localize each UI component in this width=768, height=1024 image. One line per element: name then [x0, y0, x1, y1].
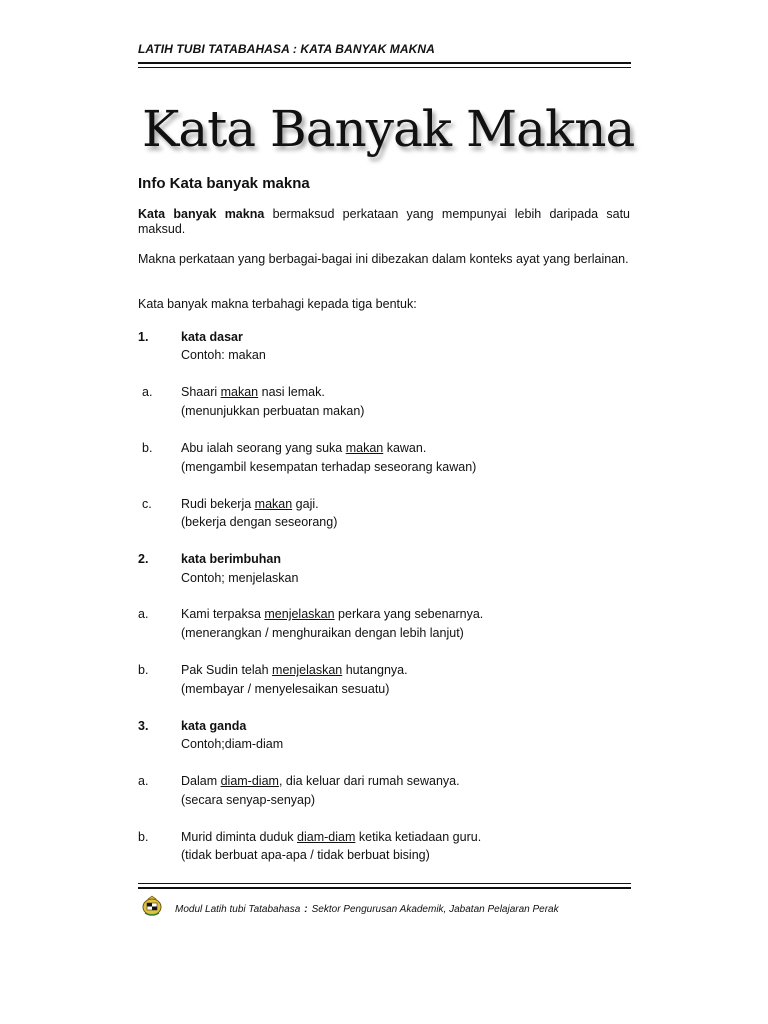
item-letter: b.	[138, 830, 149, 844]
definition-term: Kata banyak makna	[138, 207, 265, 221]
footer-rule-thick	[138, 887, 631, 889]
header-rule-thick	[138, 62, 631, 64]
page-header: LATIH TUBI TATABAHASA : KATA BANYAK MAKNA	[138, 42, 435, 56]
section-example: Contoh: makan	[181, 348, 266, 362]
page-title: Kata Banyak Makna	[142, 100, 635, 158]
section-number: 1.	[138, 330, 149, 344]
item-letter: b.	[138, 663, 149, 677]
highlighted-word: menjelaskan	[272, 663, 343, 677]
example-meaning: (menerangkan / menghuraikan dengan lebih lanjut)	[181, 626, 464, 640]
section-number: 2.	[138, 552, 149, 566]
footer-text: Modul Latih tubi Tatabahasa : Sektor Pengurusan Akademik, Jabatan Pelajaran Perak	[175, 904, 559, 915]
item-letter: b.	[142, 441, 153, 455]
item-letter: a.	[142, 385, 153, 399]
example-meaning: (tidak berbuat apa-apa / tidak berbuat bising)	[181, 848, 430, 862]
section-heading-kata-ganda: kata ganda	[181, 719, 247, 733]
section-example: Contoh; menjelaskan	[181, 571, 299, 585]
section-example: Contoh;diam-diam	[181, 737, 284, 751]
item-letter: a.	[138, 607, 149, 621]
example-meaning: (membayar / menyelesaikan sesuatu)	[181, 682, 390, 696]
example-meaning: (secara senyap-senyap)	[181, 793, 316, 807]
paragraph-context: Makna perkataan yang berbagai-bagai ini dibezakan dalam konteks ayat yang berlainan.	[138, 252, 629, 266]
example-sentence: Rudi bekerja makan gaji.	[181, 497, 319, 511]
highlighted-word: makan	[345, 441, 384, 455]
highlighted-word: makan	[220, 385, 259, 399]
header-rule-thin	[138, 67, 631, 68]
section-number: 3.	[138, 719, 149, 733]
example-sentence: Kami terpaksa menjelaskan perkara yang sebenarnya.	[181, 607, 484, 621]
example-sentence: Abu ialah seorang yang suka makan kawan.	[181, 441, 427, 455]
example-sentence: Dalam diam-diam, dia keluar dari rumah sewanya.	[181, 774, 460, 788]
example-sentence: Shaari makan nasi lemak.	[181, 385, 325, 399]
footer-rule-thin	[138, 883, 631, 884]
example-meaning: (menunjukkan perbuatan makan)	[181, 404, 365, 418]
item-letter: c.	[142, 497, 152, 511]
paragraph-definition	[138, 207, 630, 237]
highlighted-word: menjelaskan	[264, 607, 335, 621]
example-sentence: Pak Sudin telah menjelaskan hutangnya.	[181, 663, 408, 677]
section-heading-kata-dasar: kata dasar	[181, 330, 243, 344]
section-heading: Info Kata banyak makna	[138, 175, 310, 192]
highlighted-word: makan	[254, 497, 293, 511]
example-meaning: (bekerja dengan seseorang)	[181, 515, 338, 529]
item-letter: a.	[138, 774, 149, 788]
definition-text: bermaksud perkataan yang mempunyai lebih daripada satu maksud.	[138, 207, 630, 236]
highlighted-word: diam-diam	[220, 774, 279, 788]
example-meaning: (mengambil kesempatan terhadap seseorang kawan)	[181, 460, 477, 474]
paragraph-forms: Kata banyak makna terbahagi kepada tiga bentuk:	[138, 297, 417, 311]
example-sentence: Murid diminta duduk diam-diam ketika ketiadaan guru.	[181, 830, 482, 844]
section-heading-kata-berimbuhan: kata berimbuhan	[181, 552, 282, 566]
state-crest-icon	[140, 893, 164, 917]
highlighted-word: diam-diam	[297, 830, 356, 844]
